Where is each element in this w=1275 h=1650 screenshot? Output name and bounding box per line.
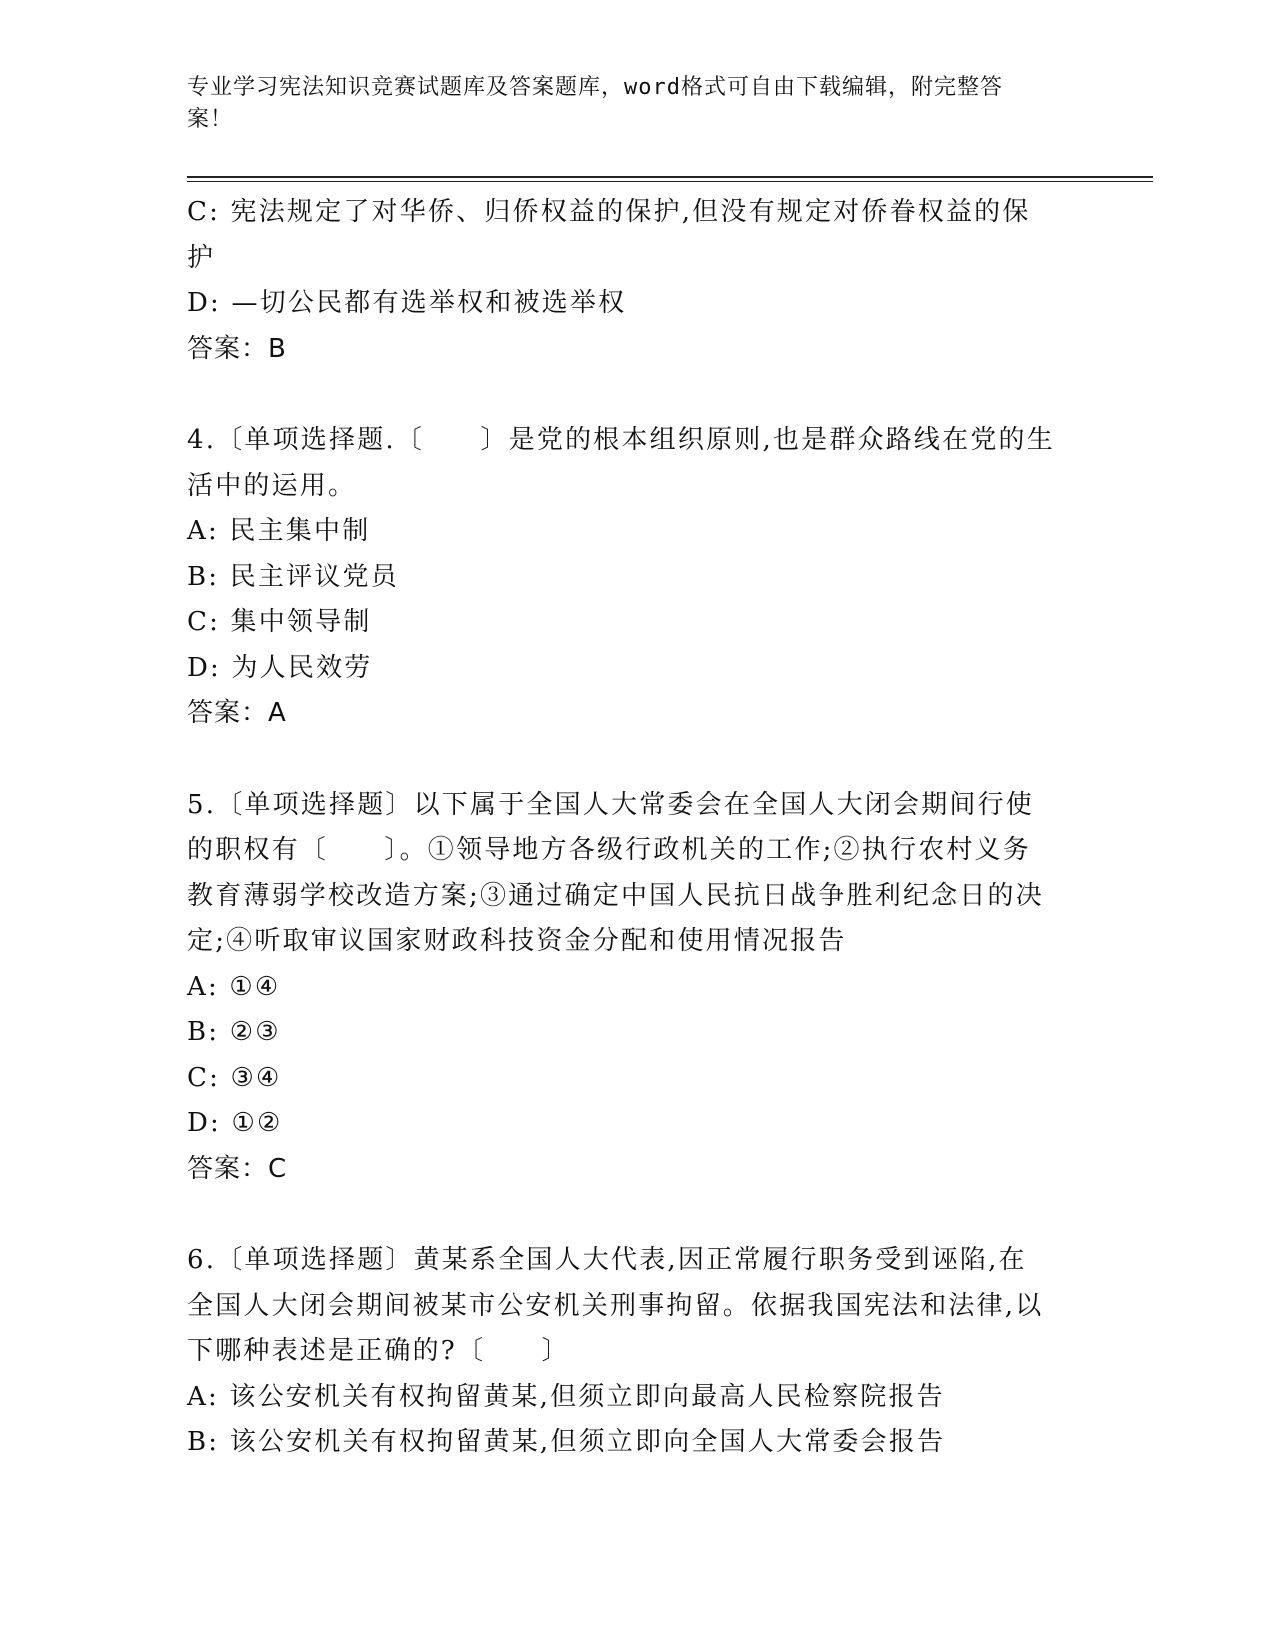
q5-answer: 答案：C — [187, 1153, 288, 1184]
question-5 — [187, 783, 1087, 1193]
spacer — [187, 372, 1087, 418]
q5-stem-line1: 5.〔单项选择题〕以下属于全国人大常委会在全国人大闭会期间行使 — [187, 789, 1035, 820]
question-3 — [187, 190, 1087, 372]
q4-stem-line2: 活中的运用。 — [187, 470, 357, 501]
q4-option-b: B: 民主评议党员 — [187, 561, 399, 592]
q5-stem-line3: 教育薄弱学校改造方案;③通过确定中国人民抗日战争胜利纪念日的决 — [187, 880, 1044, 911]
q3-option-d: D: —切公民都有选举权和被选举权 — [187, 288, 627, 318]
header-line-2: 案！ — [187, 107, 234, 132]
q6-option-a: A: 该公安机关有权拘留黄某,但须立即向最高人民检察院报告 — [187, 1381, 945, 1412]
q5-option-d: D: ①② — [187, 1108, 283, 1138]
q4-stem-line1: 4.〔单项选择题.〔 〕是党的根本组织原则,也是群众路线在党的生 — [187, 425, 1055, 455]
q5-option-c: C: ③④ — [187, 1062, 282, 1093]
question-6 — [187, 1238, 1087, 1466]
header-line-1: 专业学习宪法知识竞赛试题库及答案题库，word格式可自由下载编辑，附完整答 — [187, 75, 1003, 100]
spacer — [187, 1192, 1087, 1238]
q4-option-a: A: 民主集中制 — [187, 516, 371, 546]
q6-option-b: B: 该公安机关有权拘留黄某,但须立即向全国人大常委会报告 — [187, 1427, 946, 1457]
q3-answer: 答案：B — [187, 333, 287, 364]
q3-option-c-line1: C: 宪法规定了对华侨、归侨权益的保护,但没有规定对侨眷权益的保 — [187, 197, 1031, 227]
document-body — [187, 190, 1087, 1466]
q5-option-a: A: ①④ — [187, 971, 281, 1002]
header-divider-thick — [187, 176, 1153, 178]
header-divider-thin — [187, 181, 1153, 182]
page-header — [187, 72, 1067, 136]
q5-option-b: B: ②③ — [187, 1017, 281, 1047]
q4-option-c: C: 集中领导制 — [187, 607, 372, 637]
spacer — [187, 737, 1087, 783]
q4-option-d: D: 为人民效劳 — [187, 652, 373, 683]
q3-option-c-line2: 护 — [187, 242, 216, 273]
q4-answer: 答案：A — [187, 698, 287, 728]
question-4 — [187, 418, 1087, 737]
q6-stem-line2: 全国人大闭会期间被某市公安机关刑事拘留。依据我国宪法和法律,以 — [187, 1290, 1044, 1321]
q6-stem-line3: 下哪种表述是正确的?〔 〕 — [187, 1336, 570, 1366]
q5-stem-line2: 的职权有〔 〕。①领导地方各级行政机关的工作;②执行农村义务 — [187, 835, 1031, 865]
q5-stem-line4: 定;④听取审议国家财政科技资金分配和使用情况报告 — [187, 926, 847, 956]
q6-stem-line1: 6.〔单项选择题〕黄某系全国人大代表,因正常履行职务受到诬陷,在 — [187, 1245, 1027, 1275]
